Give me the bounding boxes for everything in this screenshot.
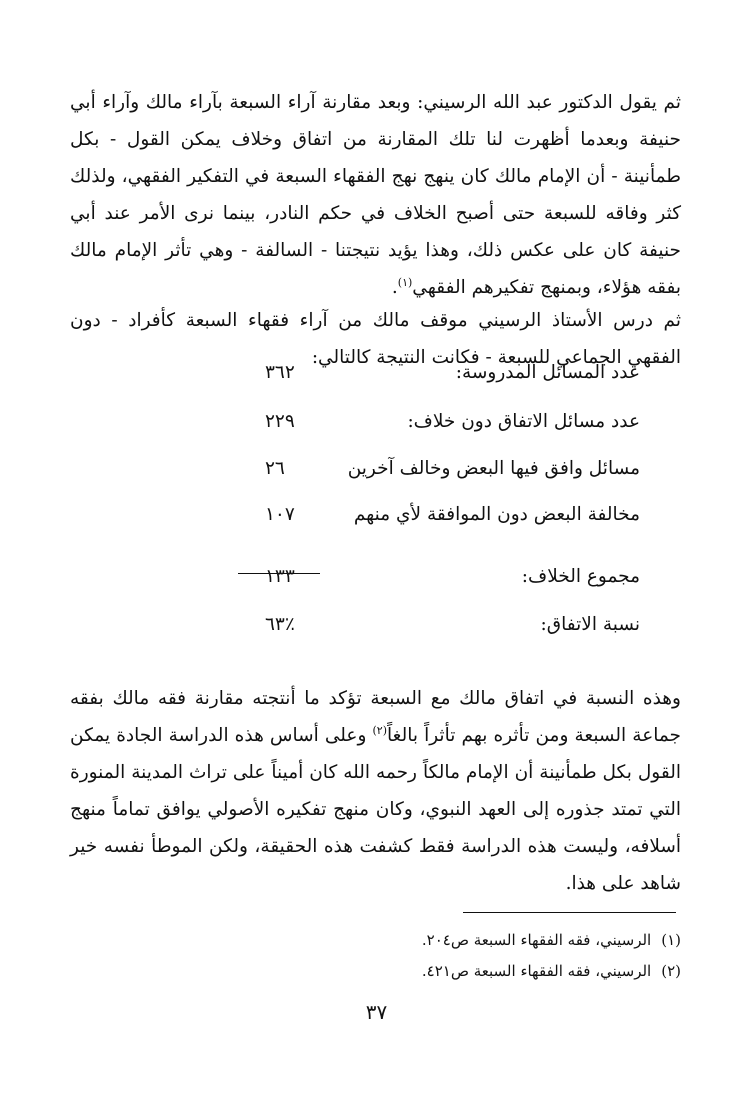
stat-value: ٢٢٩: [265, 411, 295, 432]
stat-row: [0, 451, 753, 487]
footnote-text: الرسيني، فقه الفقهاء السبعة ص٢٠٤.: [421, 931, 652, 949]
paragraph-text: ثم يقول الدكتور عبد الله الرسيني: وبعد مقارنة آراء السبعة بآراء مالك وآراء أبي حنيفة وبعدما أظهرت لنا تلك المقارنة من اتفاق وخلاف يمكن القول - بكل طمأنينة - أن الإمام مالك كان ينهج نهج الفقهاء السبعة في التفكير الفقهي، ولذلك كثر وفاقه للسبعة حتى أصبح الخلاف في حكم النادر، بينما نرى الأمر عند أبي حنيفة كان على عكس ذلك، وهذا يؤيد نتيجتنا - السالفة - وهي تأثر الإمام مالك بفقه هؤلاء، وبمنهج تفكيرهم الفقهي: [70, 92, 681, 298]
footnote-ref-2: (٢): [372, 723, 388, 737]
footnote-number: (١): [661, 931, 681, 949]
paragraph-conclusion: [70, 680, 681, 902]
stat-value: ٢٦: [265, 458, 285, 479]
stat-row-ratio: [0, 607, 753, 643]
footnote-text: الرسيني، فقه الفقهاء السبعة ص٤٢١.: [421, 962, 652, 980]
footnote-ref-1: (١): [397, 275, 413, 289]
page-number: ٣٧: [365, 1000, 388, 1024]
stat-value: ١٠٧: [265, 504, 295, 525]
paragraph-quote: ثم يقول الدكتور عبد الله الرسيني: وبعد مقارنة آراء السبعة بآراء مالك وآراء أبي حنيفة وبعدما أظهرت لنا تلك المقارنة من اتفاق وخلاف يمكن القول - بكل طمأنينة - أن الإمام مالك كان ينهج نهج الفقهاء السبعة في التفكير الفقهي، ولذلك كثر وفاقه للسبعة حتى أصبح الخلاف في حكم النادر، بينما نرى الأمر عند أبي حنيفة كان على عكس ذلك، وهذا يؤيد نتيجتنا - السالفة - وهي تأثر الإمام مالك بفقه هؤلاء، وبمنهج تفكيرهم الفقهي$^{(١)}$.: [70, 92, 681, 298]
stat-label: نسبة الاتفاق:: [540, 614, 640, 635]
paragraph-text: وهذه النسبة في اتفاق مالك مع السبعة تؤكد ما أنتجته مقارنة فقه مالك بفقه جماعة السبعة ومن تأثره بهم تأثراً بالغاً: [70, 688, 681, 746]
stat-label: مخالفة البعض دون الموافقة لأي منهم: [353, 504, 640, 525]
sum-divider: [238, 573, 320, 574]
footnote-2: [422, 959, 681, 983]
paragraph-text: وعلى أساس هذه الدراسة الجادة يمكن القول بكل طمأنينة أن الإمام مالكاً رحمه الله كان أميناً على تراث المدينة المنورة التي تمتد جذوره إلى العهد النبوي، وكان منهج تفكيره الأصولي يوافق تماماً منهج أسلافه، وليست هذه الدراسة فقط كشفت هذه الحقيقة، ولكن الموطأ نفسه خير شاهد على هذا.: [70, 725, 681, 894]
footnote-number: (٢): [661, 962, 681, 980]
stat-row: [0, 355, 753, 391]
stat-row: [0, 497, 753, 533]
footnote-divider: [463, 912, 676, 913]
footnote-1: [422, 928, 681, 952]
stat-value: ٦٣٪: [265, 614, 295, 635]
stat-row-total: [0, 559, 753, 595]
stat-label: مجموع الخلاف:: [521, 566, 640, 587]
stat-label: مسائل وافق فيها البعض وخالف آخرين: [347, 458, 640, 479]
stat-label: عدد مسائل الاتفاق دون خلاف:: [407, 411, 640, 432]
stat-label: عدد المسائل المدروسة:: [455, 362, 640, 383]
stat-row: [0, 404, 753, 440]
paragraph-text: ثم درس الأستاذ الرسيني موقف مالك من آراء فقهاء السبعة كأفراد - دون الفقهي الجماعي للسبعة - فكانت النتيجة كالتالي:: [70, 310, 681, 368]
stat-value: ٣٦٢: [265, 362, 295, 383]
stat-value: ١٣٣: [265, 566, 295, 587]
